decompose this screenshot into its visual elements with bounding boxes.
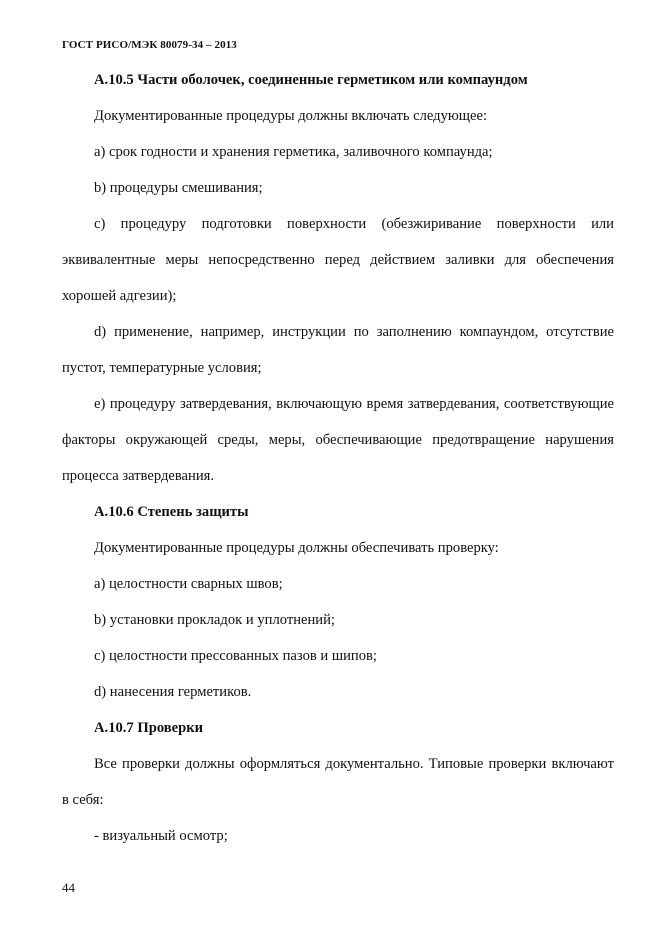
section-heading-a-10-7: А.10.7 Проверки xyxy=(94,720,204,736)
section-heading-a-10-6: А.10.6 Степень защиты xyxy=(94,504,249,520)
section-heading-a-10-5: А.10.5 Части оболочек, соединенные герметиком или компаундом xyxy=(94,72,528,88)
list-item-b: b) установки прокладок и уплотнений; xyxy=(94,612,335,628)
page-number: 44 xyxy=(62,880,75,895)
list-item-b: b) процедуры смешивания; xyxy=(94,180,263,196)
running-header: ГОСТ РИСО/МЭК 80079-34 – 2013 xyxy=(62,39,237,51)
paragraph-intro: Документированные процедуры должны включать следующее: xyxy=(94,108,488,124)
list-item-c: c) целостности прессованных пазов и шипов; xyxy=(94,648,377,664)
list-item-c: c) процедуру подготовки поверхности (обезжиривание поверхности или эквивалентные меры непосредственно перед действием заливки для обеспечения хорошей адгезии); xyxy=(62,216,614,304)
list-item-e: e) процедуру затвердевания, включающую время затвердевания, соответствующие факторы окружающей среды, меры, обеспечивающие предотвращение нарушения процесса затвердевания. xyxy=(62,396,614,484)
page-body xyxy=(62,62,614,854)
list-item-a: а) целостности сварных швов; xyxy=(94,576,283,592)
paragraph-intro: Документированные процедуры должны обеспечивать проверку: xyxy=(94,540,499,556)
list-item: - визуальный осмотр; xyxy=(94,828,228,844)
list-item-d: d) нанесения герметиков. xyxy=(94,684,252,700)
paragraph-intro: Все проверки должны оформляться документально. Типовые проверки включают в себя: xyxy=(62,756,614,808)
list-item-d: d) применение, например, инструкции по заполнению компаундом, отсутствие пустот, температурные условия; xyxy=(62,324,614,376)
list-item-a: а) срок годности и хранения герметика, заливочного компаунда; xyxy=(94,144,493,160)
